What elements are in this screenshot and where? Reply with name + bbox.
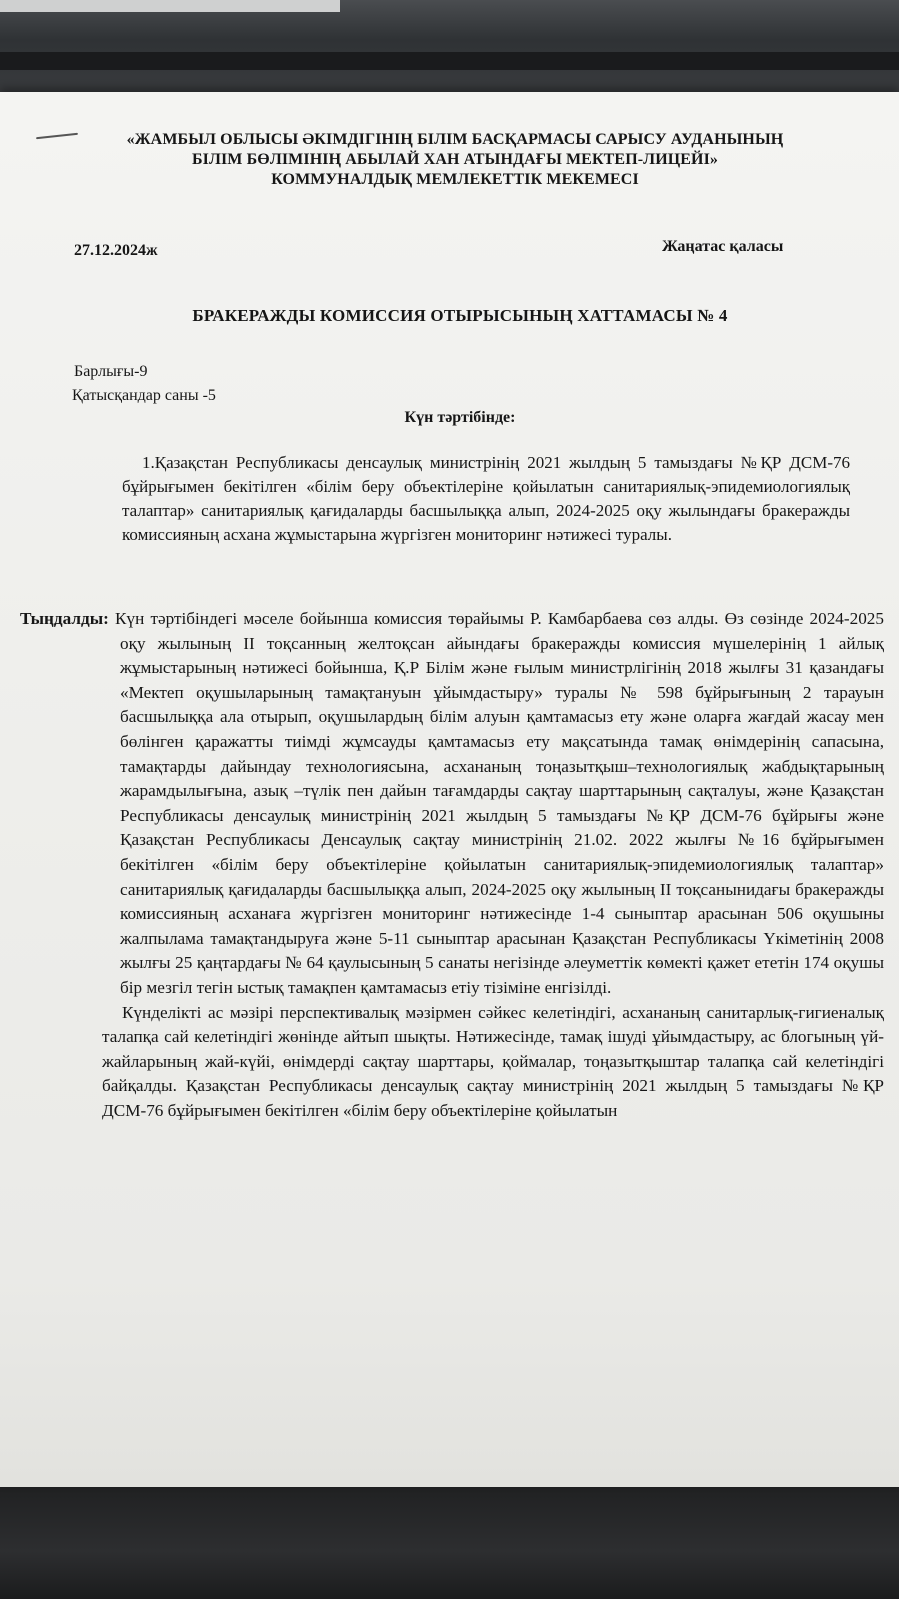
total-members: Барлығы-9 (74, 363, 148, 380)
institution-header (60, 130, 850, 190)
header-line-1: «ЖАМБЫЛ ОБЛЫСЫ ӘКІМДІГІНІҢ БІЛІМ БАСҚАРМАСЫ САРЫСУ АУДАНЫНЫҢ (126, 131, 784, 148)
heard-label: Тыңдалды: (20, 609, 109, 628)
heard-text: Күн тәртібіндегі мәселе бойынша комиссия төрайымы Р. Камбарбаева сөз алды. Өз сөзінде 2024-2025 оқу жылының ІІ тоқсанның желтоқсан айындағы бракеражды комиссия мүшелерінің 1 айлық жұмыстарының нәтижесі бойынша, Қ.Р Білім және ғылым министрлігінің 2018 жылғы 31 қазандағы «Мектеп оқушыларының тамақтануын ұйымдастыру» туралы № 598 бұйрығының 2 тарауын басшылыққа ала отырып, оқушылардың білім алуын қамтамасыз ету және оларға жағдай жасау мен бөлінген қаражатты тиімді жұмсауды қамтамасыз ету мақсатында тамақ өнімдерінің сапасына, тамақтарды дайындау технологиясына, асхананың тоңазытқыш–технологиялық жабдықтарының жарамдылығына, азық –түлік пен дайын тағамдарды сақтау шарттарының сақталуы, және Қазақстан Республикасы денсаулық министрінің 2021 жылдың 5 тамыздағы №ҚР ДСМ-76 бұйрығы және Қазақстан Республикасы Денсаулық сақтау министрінің 21.02. 2022 жылғы №16 бұйрығымен бекітілген «білім беру объектілеріне қойылатын санитариялық-эпидемиологиялық талаптар» санитариялық қағидаларды басшылыққа алып, 2024-2025 оқу жылының ІІ тоқсанынидағы бракеражды комиссияның асханаға жүргізген мониторинг нәтижесінде 1-4 сыныптар арасынан 506 оқушыны жалпылама тамақтандыруға және 5-11 сыныптар арасынан Қазақстан Республикасы Үкіметінің 2008 жылғы 25 қаңтардағы № 64 қаулысының 5 санаты негізінде әлеуметтік көмекті қажет ететін 174 оқушы бір мезгіл тегін ыстық тамақпен қамтамасыз етіу тізіміне енгізілді. (108, 609, 884, 997)
document-city: Жаңатас қаласы (662, 238, 784, 255)
minutes-body (20, 607, 884, 1123)
photo-background-bottom (0, 1480, 899, 1599)
daily-menu-paragraph: Күнделікті ас мәзірі перспективалық мәзірмен сәйкес келетіндігі, асхананың санитарлық-гигиеналық талапқа сай келетіндігі жөнінде айтып шықты. Нәтижесінде, тамақ ішуді ұйымдастыру, ас блогының үй-жайларының жай-күйі, өнімдерді сақтау шарттары, қоймалар, тоңазытқыштар талапқа сай келетіндігі байқалды. Қазақстан Республикасы денсаулық сақтау министрінің 2021 жылдың 5 тамыздағы №ҚР ДСМ-76 бұйрығымен бекітілген «білім беру объектілеріне қойылатын (102, 1002, 884, 1120)
present-members: Қатысқандар саны -5 (72, 387, 216, 404)
photo-background-strip (0, 0, 340, 12)
photo-background-top (0, 0, 899, 100)
document-title: БРАКЕРАЖДЫ КОМИССИЯ ОТЫРЫСЫНЫҢ ХАТТАМАСЫ № 4 (192, 306, 728, 325)
document-page (0, 92, 899, 1487)
photo-background-edge (0, 52, 899, 70)
header-line-2: БІЛІМ БӨЛІМІНІҢ АБЫЛАЙ ХАН АТЫНДАҒЫ МЕКТЕП-ЛИЦЕЙІ» (191, 151, 719, 168)
document-date: 27.12.2024ж (74, 242, 158, 259)
heard-paragraph (20, 607, 884, 1001)
agenda-item-1: 1.Қазақстан Республикасы денсаулық министрінің 2021 жылдың 5 тамыздағы №ҚР ДСМ-76 бұйрығымен бекітілген «білім беру объектілеріне қойылатын санитариялық-эпидемиологиялық талаптар» санитариялық қағидаларды басшылыққа алып, 2024-2025 оқу жылындағы бракеражды комиссияның асхана жұмыстарына жүргізген мониторинг нәтижесі туралы. (122, 453, 850, 544)
header-line-3: КОММУНАЛДЫҚ МЕМЛЕКЕТТІК МЕКЕМЕСІ (271, 171, 639, 188)
agenda-title: Күн тәртібінде: (404, 409, 516, 426)
